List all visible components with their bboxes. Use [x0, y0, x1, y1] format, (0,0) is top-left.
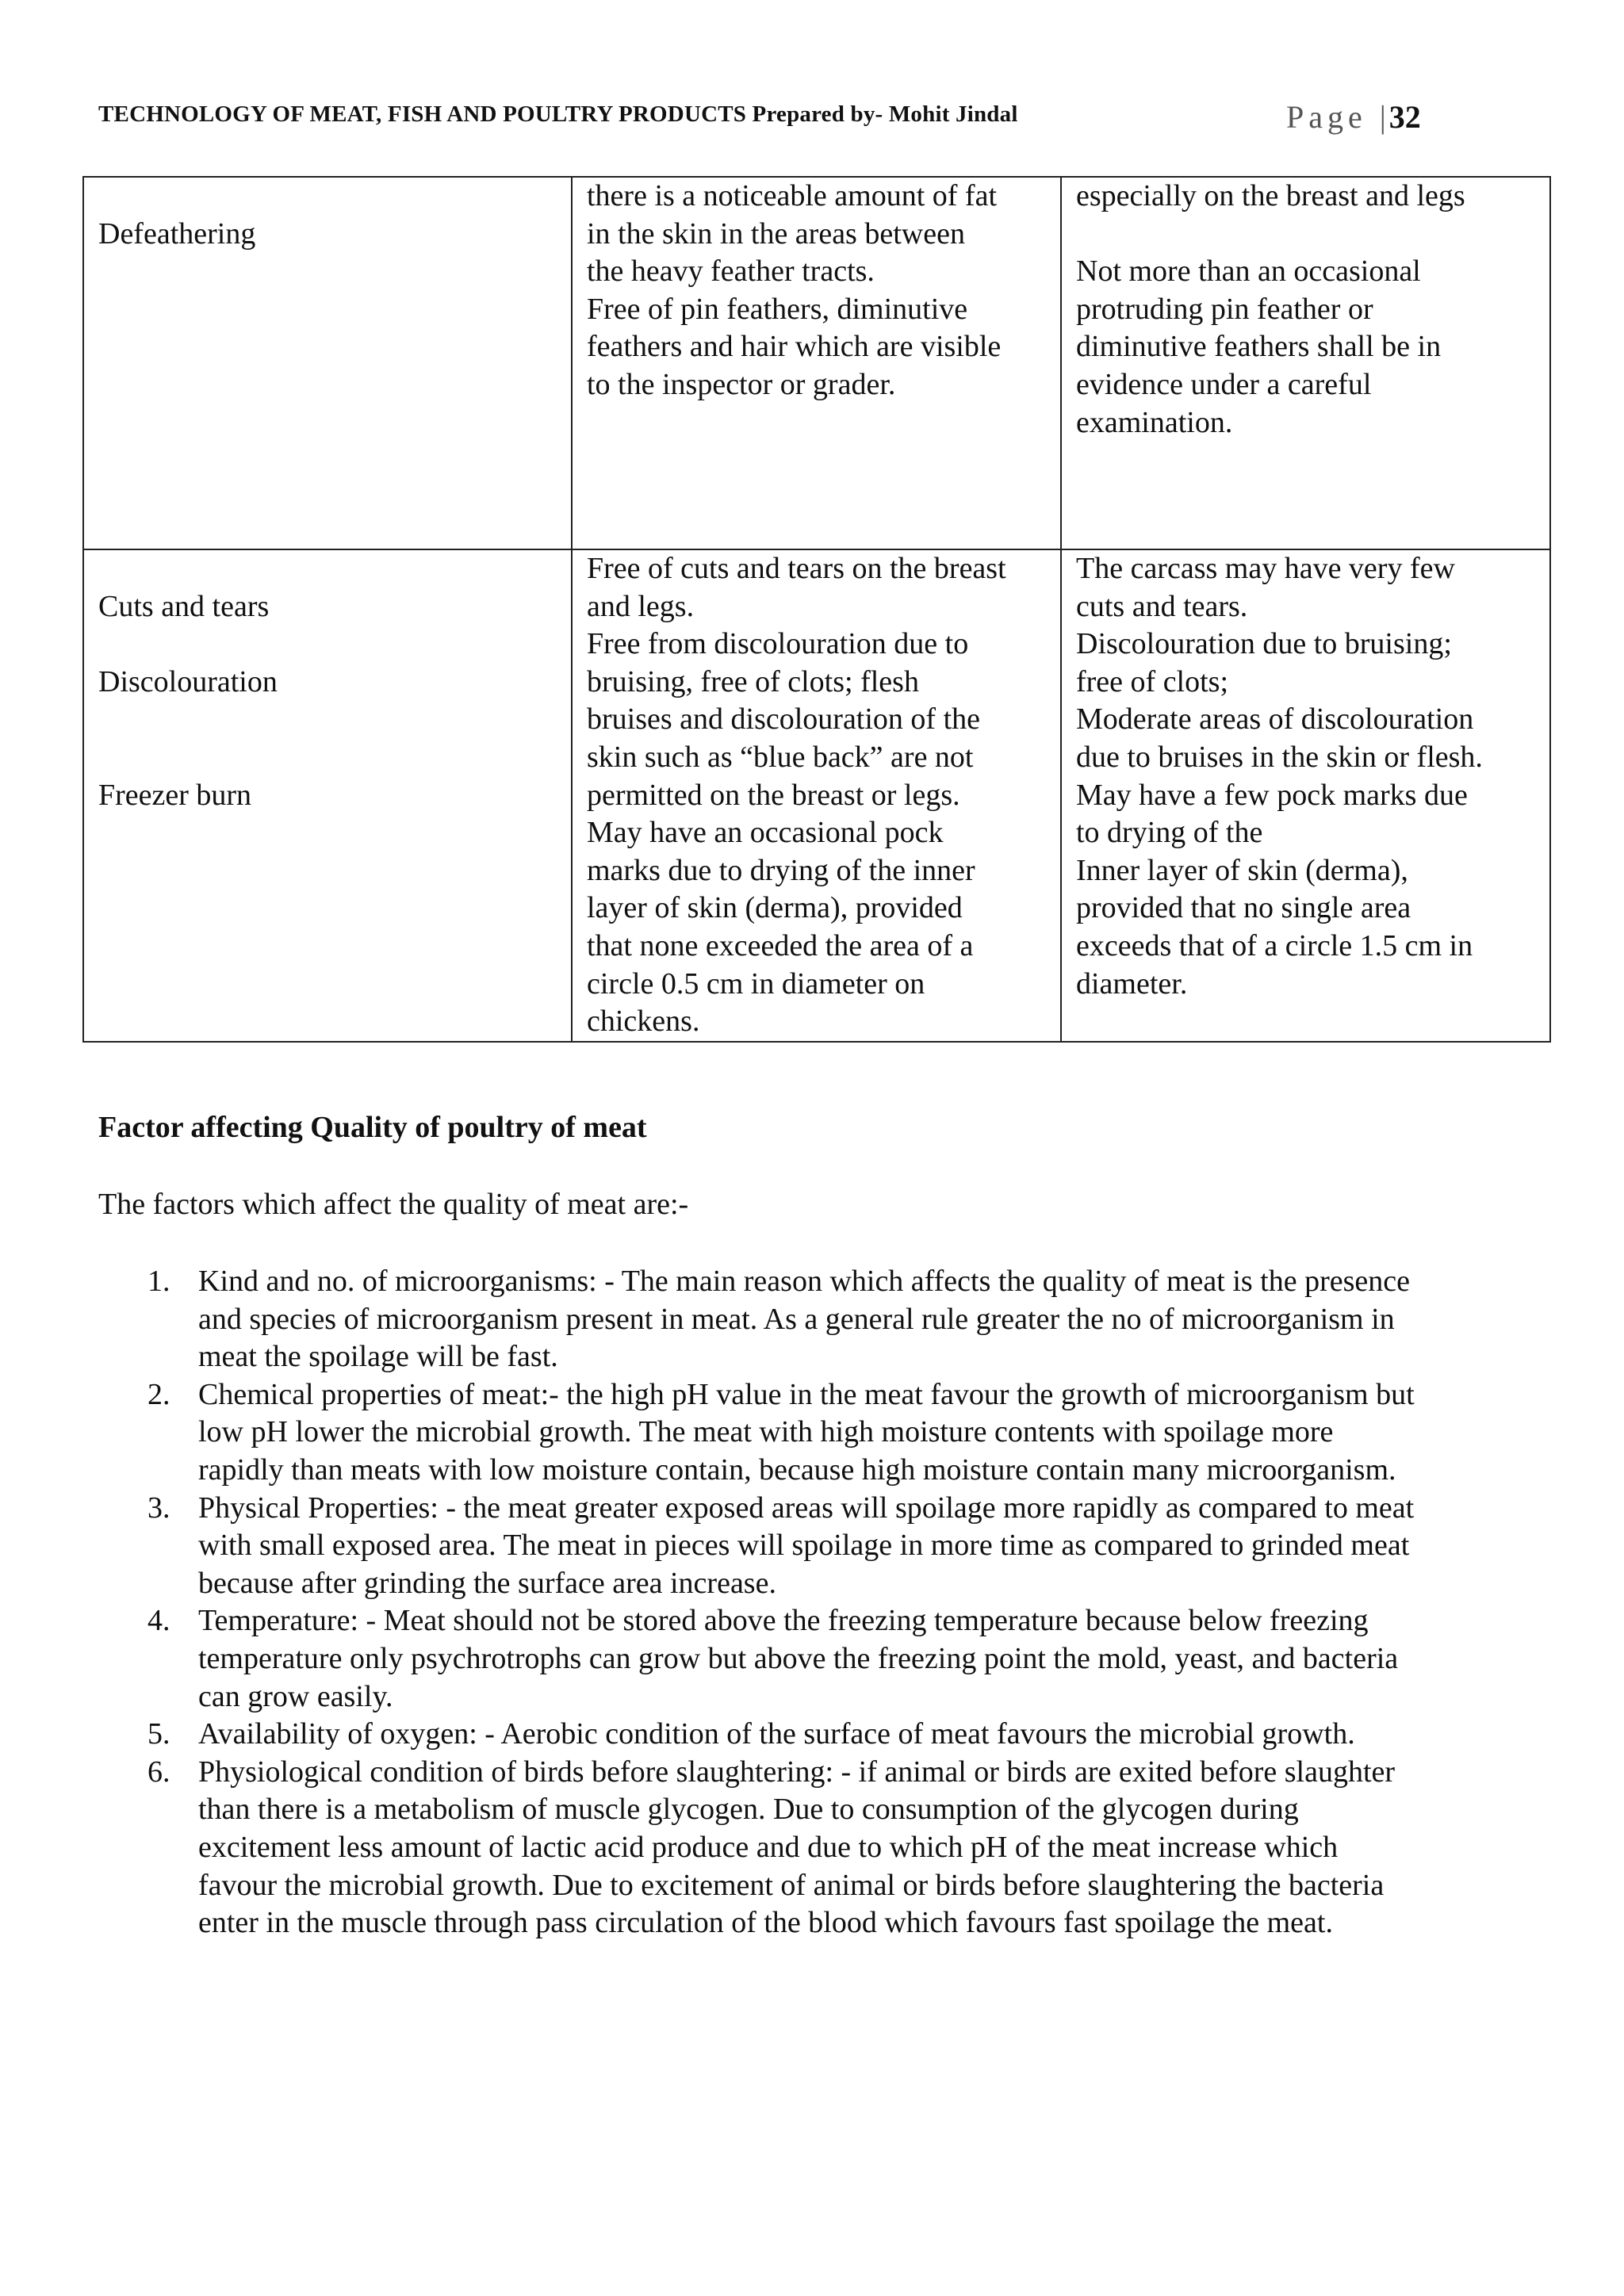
cell-line: skin such as “blue back” are not — [587, 740, 974, 774]
page-indicator — [1286, 98, 1421, 136]
factor-label: Freezer burn — [98, 778, 252, 812]
list-number: 4. — [147, 1604, 170, 1638]
cell-line: layer of skin (derma), provided — [587, 891, 963, 925]
list-number: 1. — [147, 1265, 170, 1298]
factors-list — [0, 1263, 1624, 1942]
grade-a-cell — [572, 177, 1061, 549]
cell-line: Moderate areas of discolouration — [1076, 702, 1474, 737]
cell-line: and legs. — [587, 589, 695, 623]
cell-line: in the skin in the areas between — [587, 216, 965, 251]
page-label: Page — [1286, 99, 1367, 135]
list-line: meat the spoilage will be fast. — [198, 1340, 558, 1374]
list-line: Physical Properties: - the meat greater exposed areas will spoilage more rapidly as compared to meat — [198, 1490, 1415, 1525]
list-line: rapidly than meats with low moisture contain, because high moisture contain many microorganism. — [198, 1452, 1396, 1487]
list-item — [0, 1754, 1624, 1942]
list-line: with small exposed area. The meat in pieces will spoilage in more time as compared to grinded meat — [198, 1529, 1410, 1563]
list-item — [0, 1490, 1624, 1603]
cell-line: diminutive feathers shall be in — [1076, 330, 1442, 364]
cell-line: permitted on the breast or legs. — [587, 778, 960, 812]
page-header — [98, 98, 1446, 146]
table-row — [83, 549, 1550, 1042]
list-line: Kind and no. of microorganisms: - The main reason which affects the quality of meat is the presence — [198, 1265, 1411, 1298]
list-number: 6. — [147, 1755, 170, 1789]
list-item — [0, 1263, 1624, 1376]
list-number: 3. — [147, 1490, 170, 1525]
cell-line: Free from discolouration due to — [587, 627, 969, 661]
cell-line: The carcass may have very few — [1076, 552, 1455, 585]
cell-line: May have an occasional pock — [587, 816, 944, 850]
grading-table — [82, 176, 1551, 1043]
cell-line: free of clots; — [1076, 664, 1229, 698]
list-line: Temperature: - Meat should not be stored above the freezing temperature because below freezing — [198, 1604, 1369, 1638]
list-item — [0, 1602, 1624, 1716]
table-row — [83, 177, 1550, 549]
cell-line: to the inspector or grader. — [587, 367, 896, 401]
cell-line: especially on the breast and legs — [1076, 179, 1465, 212]
page-separator: | — [1379, 99, 1386, 135]
list-line: temperature only psychrotrophs can grow but above the freezing point the mold, yeast, and bacteria — [198, 1641, 1399, 1675]
page-number: 32 — [1388, 99, 1421, 135]
cell-line: Free of pin feathers, diminutive — [587, 292, 968, 326]
cell-line: due to bruises in the skin or flesh. — [1076, 740, 1483, 774]
cell-line: evidence under a careful — [1076, 367, 1372, 401]
list-line: Availability of oxygen: - Aerobic condition of the surface of meat favours the microbial growth. — [198, 1717, 1355, 1751]
factor-label: Discolouration — [98, 664, 278, 698]
list-line: Chemical properties of meat:- the high pH value in the meat favour the growth of microorganism but — [198, 1377, 1415, 1411]
list-line: Physiological condition of birds before slaughtering: - if animal or birds are exited before slaughter — [198, 1755, 1396, 1789]
cell-line: Free of cuts and tears on the breast — [587, 552, 1006, 585]
list-line: because after grinding the surface area increase. — [198, 1566, 776, 1600]
grade-b-cell — [1061, 549, 1550, 1042]
list-line: excitement less amount of lactic acid produce and due to which pH of the meat increase which — [198, 1830, 1339, 1864]
cell-line: chickens. — [587, 1004, 700, 1039]
factor-label: Cuts and tears — [98, 589, 270, 623]
cell-line: exceeds that of a circle 1.5 cm in — [1076, 928, 1473, 962]
cell-line: that none exceeded the area of a — [587, 928, 974, 962]
list-item — [0, 1376, 1624, 1490]
cell-line: bruising, free of clots; flesh — [587, 664, 919, 698]
list-line: favour the microbial growth. Due to excitement of animal or birds before slaughtering the bacteria — [198, 1868, 1385, 1902]
factor-cell — [83, 177, 572, 549]
section-heading: Factor affecting Quality of poultry of meat — [98, 1111, 647, 1144]
cell-line: diameter. — [1076, 966, 1188, 1001]
grade-a-cell — [572, 549, 1061, 1042]
list-line: than there is a metabolism of muscle glycogen. Due to consumption of the glycogen during — [198, 1793, 1299, 1827]
cell-line: marks due to drying of the inner — [587, 853, 975, 887]
list-line: and species of microorganism present in meat. As a general rule greater the no of microorganism in — [198, 1302, 1395, 1336]
cell-line: cuts and tears. — [1076, 589, 1248, 623]
cell-line: examination. — [1076, 405, 1233, 439]
cell-line: Inner layer of skin (derma), — [1076, 853, 1408, 887]
list-line: enter in the muscle through pass circulation of the blood which favours fast spoilage the meat. — [198, 1906, 1333, 1940]
cell-line: bruises and discolouration of the — [587, 702, 981, 737]
factor-label: Defeathering — [98, 216, 256, 251]
list-number: 5. — [147, 1717, 170, 1751]
intro-paragraph: The factors which affect the quality of meat are:- — [98, 1188, 689, 1221]
cell-line: there is a noticeable amount of fat — [587, 179, 998, 212]
cell-line: to drying of the — [1076, 816, 1263, 850]
cell-line: Not more than an occasional — [1076, 254, 1421, 289]
list-item — [0, 1716, 1624, 1754]
factor-cell — [83, 549, 572, 1042]
list-line: can grow easily. — [198, 1679, 393, 1713]
cell-line: Discolouration due to bruising; — [1076, 627, 1452, 661]
document-title: TECHNOLOGY OF MEAT, FISH AND POULTRY PRODUCTS Prepared by- Mohit Jindal — [98, 101, 1018, 127]
list-number: 2. — [147, 1377, 170, 1411]
grade-b-cell — [1061, 177, 1550, 549]
cell-line: the heavy feather tracts. — [587, 254, 875, 289]
cell-line: feathers and hair which are visible — [587, 330, 1002, 364]
cell-line: circle 0.5 cm in diameter on — [587, 966, 925, 1001]
cell-line: provided that no single area — [1076, 891, 1411, 925]
list-line: low pH lower the microbial growth. The meat with high moisture contents with spoilage more — [198, 1415, 1334, 1449]
cell-line: protruding pin feather or — [1076, 292, 1373, 326]
cell-line: May have a few pock marks due — [1076, 778, 1468, 812]
